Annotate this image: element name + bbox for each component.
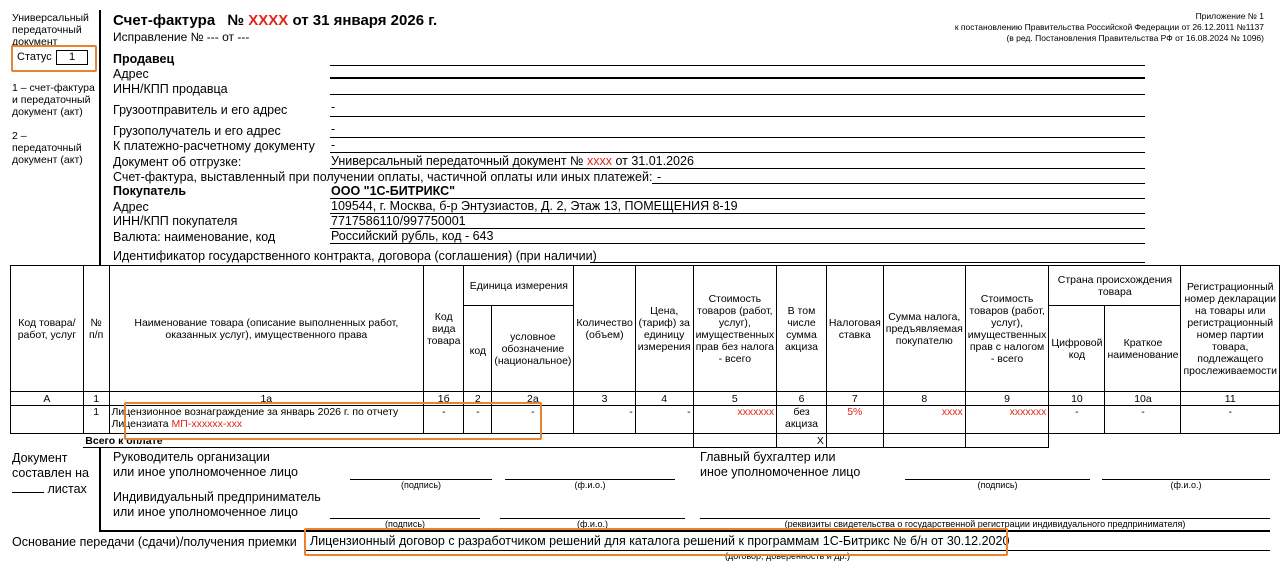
status-note-1: 1 – счет-фактура и передаточный документ (акт) [12,82,95,118]
sidebar-divider [99,10,101,266]
basis-highlight [304,528,1008,556]
header-price: Цена, (тариф) за единицу измерения [635,266,693,392]
title-date: от 31 января 2026 г. [292,12,438,29]
cell-country-code: - [1049,406,1105,434]
chief-accountant-label-2: иное уполномоченное лицо [700,465,861,479]
buyer-value: ООО "1С-БИТРИКС" [331,184,456,198]
currency-value: Российский рубль, код - 643 [331,229,494,243]
seller-line [330,65,1145,66]
col-num: 8 [883,392,965,406]
shipment-doc-value [331,154,694,169]
header-country: Страна происхождения товара [1049,266,1181,306]
total-empty-cell [11,434,84,448]
payment-doc-value: - [331,138,336,152]
buyer-inn-label: ИНН/КПП покупателя [113,214,238,228]
cell-cost-no-tax: xxxxxxx [693,406,777,434]
buyer-address-value: 109544, г. Москва, б-р Энтузиастов, Д. 2, Этаж 13, ПОМЕЩЕНИЯ 8-19 [331,199,738,213]
col-num: 7 [826,392,883,406]
status-highlight [11,45,97,72]
appendix-note [955,11,1264,44]
col-num: 9 [965,392,1049,406]
footer-divider [99,448,101,530]
entrepreneur-fio-caption: (ф.и.о.) [577,519,608,529]
col-num: 4 [635,392,693,406]
shipment-doc-label: Документ об отгрузке: [113,155,242,169]
total-cost-no-tax [693,434,777,448]
col-num: 6 [777,392,827,406]
invoice-title [113,12,437,29]
header-tax-rate: Налоговая ставка [826,266,883,392]
payment-doc-label: К платежно-расчетному документу [113,139,315,153]
doc-composed-block [12,451,96,497]
cell-unit-code: - [464,406,492,434]
seller-inn-line [330,94,1145,95]
total-excise: Х [777,434,827,448]
consignee-label: Грузополучатель и его адрес [113,124,281,138]
cell-country-name: - [1105,406,1181,434]
shipper-value: - [331,100,336,114]
col-num: 11 [1181,392,1280,406]
buyer-label: Покупатель [113,184,187,198]
col-num: 5 [693,392,777,406]
header-cost-no-tax: Стоимость товаров (работ, услуг), имущественных прав без налога - всего [693,266,777,392]
header-quantity: Количество (объем) [574,266,635,392]
sheets-count-blank [12,481,44,493]
advance-invoice-value: - [657,170,662,184]
doc-composed-label: Документ составлен на [12,451,89,480]
header-unit-code: код [464,306,492,392]
seller-address-label: Адрес [113,67,149,81]
document-type-label: Универсальный передаточный документ [12,12,89,48]
col-num: 1 [83,392,109,406]
seller-inn-label: ИНН/КПП продавца [113,82,228,96]
col-num: 10 [1049,392,1105,406]
shipment-doc-line [330,168,1145,169]
entrepreneur-label: Индивидуальный предприниматель [113,490,321,504]
shipper-line [330,116,1145,117]
consignee-value: - [331,122,336,136]
appendix-line-1: Приложение № 1 [1195,11,1264,21]
cell-product-code [11,406,84,434]
cell-cost-with-tax: xxxxxxx [965,406,1049,434]
payment-doc-line [330,152,1145,153]
status-note-2: 2 – передаточный документ (акт) [12,130,83,166]
buyer-inn-value: 7717586110/997750001 [331,214,466,228]
header-country-code: Цифровой код [1049,306,1105,392]
seller-label: Продавец [113,52,175,66]
title-prefix: Счет-фактура [113,12,216,29]
header-cost-with-tax: Стоимость товаров (работ, услуг), имущественных прав с налогом - всего [965,266,1049,392]
cell-unit-name: - [492,406,574,434]
advance-invoice-label: Счет-фактура, выставленный при получении оплаты, частичной оплаты или иных платежей: [113,170,653,184]
header-unit-name: условное обозначение (национальное) [492,306,574,392]
seller-address-line [330,77,1145,79]
cell-excise: без акциза [777,406,827,434]
chief-fio-caption: (ф.и.о.) [1170,480,1202,490]
chief-accountant-label: Главный бухгалтер или [700,450,836,464]
col-num: 3 [574,392,635,406]
header-product-code: Код товара/работ, услуг [11,266,84,392]
total-trailing-empty [1049,434,1280,448]
currency-label: Валюта: наименование, код [113,230,276,244]
total-cost-with-tax [965,434,1049,448]
requisites-caption: (реквизиты свидетельства о государственной регистрации индивидуального предпринимателя) [784,519,1186,529]
header-registration: Регистрационный номер декларации на товары или регистрационный номер партии товара, подлежащего прослеживаемости [1181,266,1280,392]
status-label: Статус [17,51,52,63]
col-num: 2 [464,392,492,406]
chief-signature-caption: (подпись) [977,480,1018,490]
shipment-doc-number: xxxx [586,154,612,168]
cell-tax-sum: xxxx [883,406,965,434]
head-label-2: или иное уполномоченное лицо [113,465,299,479]
header-excise: В том числе сумма акциза [777,266,827,392]
product-name-ref: МП-xxxxxx-xxx [171,418,243,430]
header-type-code: Код вида товара [424,266,464,392]
col-num: 1а [109,392,424,406]
shipment-doc-date: от 31.01.2026 [615,154,694,168]
header-country-name: Краткое наименование [1105,306,1181,392]
title-number: XXXX [248,12,289,29]
contract-id-line [590,262,1145,263]
entrepreneur-signature-caption: (подпись) [384,519,426,529]
cell-row-number: 1 [83,406,109,434]
shipment-doc-pre: Универсальный передаточный документ № [331,154,584,168]
contract-id-label: Идентификатор государственного контракта, договора (соглашения) (при наличии) [113,249,597,263]
col-num: 2а [492,392,574,406]
correction-line: Исправление № --- от --- [113,30,250,44]
shipper-label: Грузоотправитель и его адрес [113,103,288,117]
header-product-name: Наименование товара (описание выполненных работ, оказанных услуг), имущественного права [109,266,424,392]
cell-tax-rate: 5% [826,406,883,434]
header-row-number: № п/п [83,266,109,392]
header-tax-sum: Сумма налога, предъявляемая покупателю [883,266,965,392]
sheets-label: листах [47,482,87,496]
col-num: 10а [1105,392,1181,406]
total-tax-sum [883,434,965,448]
total-label: Всего к оплате [83,434,693,448]
head-label: Руководитель организации [113,450,270,464]
basis-caption: (договор; доверенность и др.) [724,551,851,561]
basis-value: Лицензионный договор с разработчиком решений для каталога решений к программам 1С-Битрикс № б/н от 30.12.2020 [310,534,1010,548]
col-num: 1б [424,392,464,406]
total-tax-rate [826,434,883,448]
cell-quantity: - [574,406,635,434]
buyer-address-label: Адрес [113,200,149,214]
product-name-text: Лицензионное вознаграждение за январь 2026 г. по отчету Лицензиата [111,406,399,430]
consignee-line [330,137,1145,138]
head-fio-caption: (ф.и.о.) [574,480,606,490]
status-value-box: 1 [56,50,88,65]
advance-invoice-line [652,183,1145,184]
entrepreneur-label-2: или иное уполномоченное лицо [113,505,299,519]
cell-registration: - [1181,406,1280,434]
col-num: А [11,392,84,406]
cell-type-code: - [424,406,464,434]
title-number-label: № [227,12,245,29]
head-signature-caption: (подпись) [400,480,442,490]
product-name-highlight [124,402,542,440]
header-unit: Единица измерения [464,266,574,306]
cell-price: - [635,406,693,434]
appendix-line-3: (в ред. Постановления Правительства РФ от 16.08.2024 № 1096) [1006,33,1264,43]
basis-label: Основание передачи (сдачи)/получения приемки [12,535,297,549]
currency-line [330,243,1145,244]
appendix-line-2: к постановлению Правительства Российской Федерации от 26.12.2011 №1137 [954,22,1264,32]
